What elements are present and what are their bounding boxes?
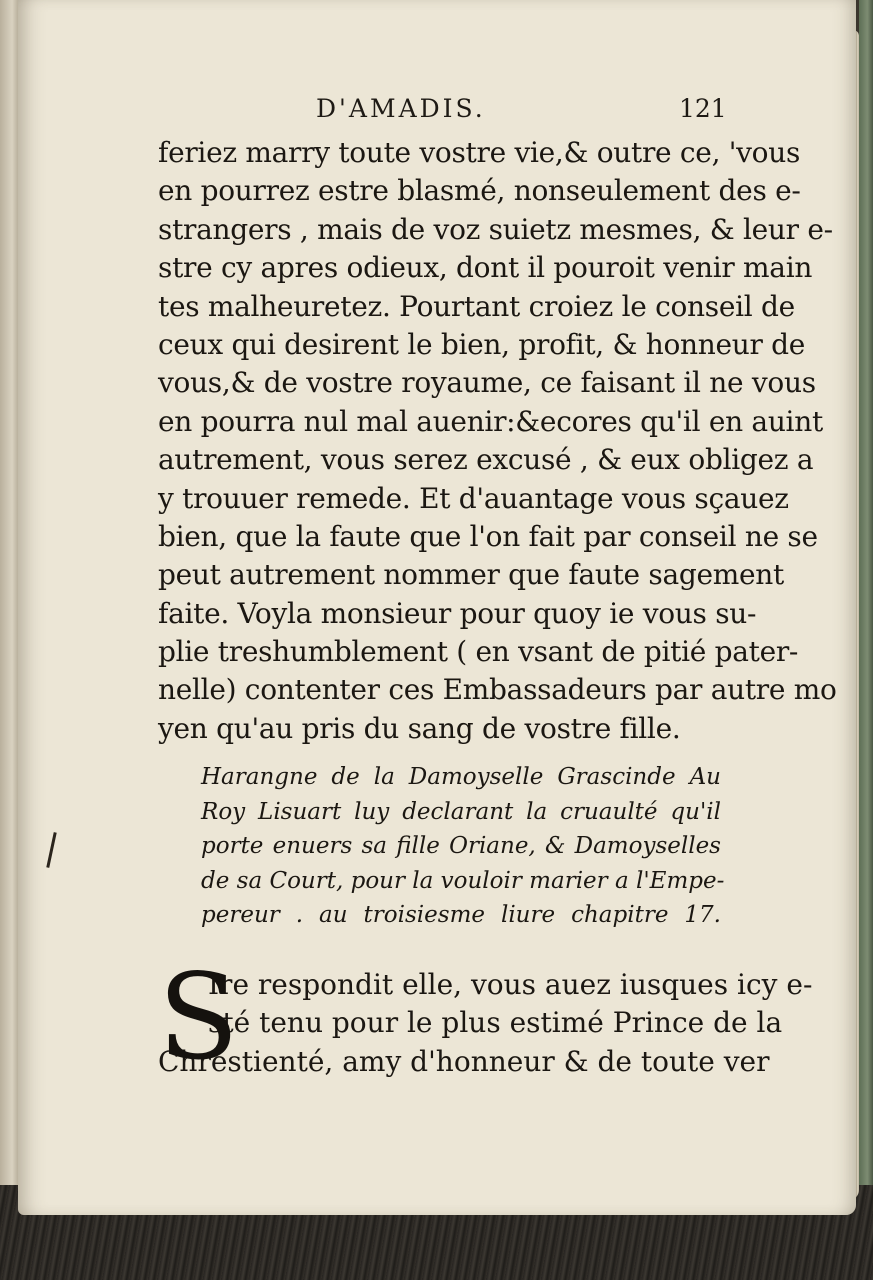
text-line: Chrestienté, amy d'honneur & de toute ver	[158, 1044, 770, 1078]
drop-cap: S	[158, 948, 239, 1086]
text-line: nelle) contenter ces Embassadeurs par autre mo	[158, 673, 837, 707]
heading-line: Roy Lisuart luy declarant la cruaulté qu'il	[201, 798, 721, 825]
text-line: en pourra nul mal auenir:&ecores qu'il en auint	[158, 404, 823, 438]
chapter-opening	[158, 948, 813, 1086]
text-line: plie treshumblement ( en vsant de pitié pater-	[158, 635, 799, 669]
text-line: feriez marry toute vostre vie,& outre ce, 'vous	[158, 136, 801, 169]
running-head	[18, 92, 856, 132]
book-page	[18, 0, 856, 1215]
book-cover-edge	[859, 0, 873, 1230]
text-line: y trouuer remede. Et d'auantage vous sçauez	[158, 481, 789, 515]
body-text	[158, 134, 837, 748]
heading-line: de sa Court, pour la vouloir marier a l'Empe-	[201, 867, 725, 894]
heading-line: porte enuers sa fille Oriane, & Damoyselles	[201, 833, 721, 859]
text-line: peut autrement nommer que faute sagement	[158, 558, 784, 592]
text-line: autrement, vous serez excusé , & eux obligez a	[158, 443, 814, 477]
text-line: tes malheuretez. Pourtant croiez le conseil de	[158, 289, 795, 323]
ink-mark	[46, 832, 56, 868]
text-line: ceux qui desirent le bien, profit, & honneur de	[158, 327, 806, 361]
page-number: 121	[679, 94, 727, 123]
text-line: stre cy apres odieux, dont il pouroit venir main	[158, 251, 813, 285]
running-title: D'AMADIS.	[316, 94, 486, 123]
text-line: bien, que la faute que l'on fait par conseil ne se	[158, 519, 818, 553]
text-line: faite. Voyla monsieur pour quoy ie vous su-	[158, 596, 757, 630]
heading-line: Harangne de la Damoyselle Grascinde Au	[201, 764, 721, 790]
text-line: strangers , mais de voz suietz mesmes, & leur e-	[158, 212, 833, 246]
text-line-last: yen qu'au pris du sang de vostre fille.	[158, 711, 681, 745]
text-line: vous,& de vostre royaume, ce faisant il ne vous	[158, 366, 816, 400]
heading-line: pereur . au troisiesme liure chapitre 17.	[201, 902, 721, 928]
text-line: en pourrez estre blasmé, nonseulement des e-	[158, 174, 801, 208]
section-heading	[201, 760, 725, 933]
text-line: Ire respondit elle, vous auez iusques icy e-	[208, 968, 813, 1001]
text-line: sté tenu pour le plus estimé Prince de la	[208, 1006, 783, 1040]
